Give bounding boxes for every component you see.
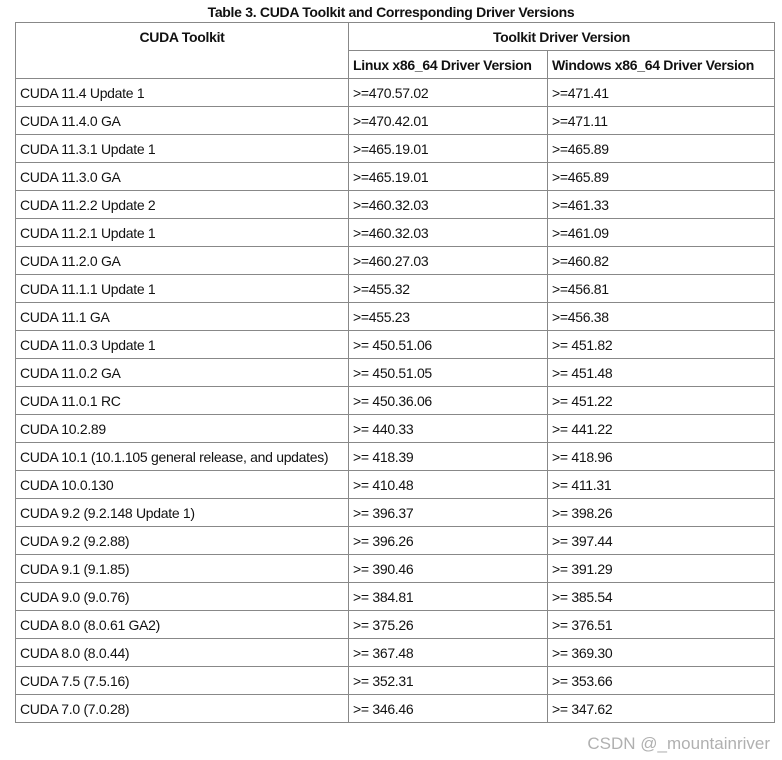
windows-driver-cell: >= 385.54: [548, 583, 775, 611]
linux-driver-cell: >= 450.51.06: [349, 331, 548, 359]
table-row: [16, 107, 775, 135]
table-row: [16, 163, 775, 191]
windows-driver-cell: >= 451.48: [548, 359, 775, 387]
linux-driver-cell: >= 440.33: [349, 415, 548, 443]
table-row: [16, 247, 775, 275]
table-row: [16, 415, 775, 443]
windows-driver-cell: >= 418.96: [548, 443, 775, 471]
windows-driver-cell: >= 451.82: [548, 331, 775, 359]
toolkit-cell: CUDA 11.1.1 Update 1: [16, 275, 349, 303]
linux-driver-cell: >=460.32.03: [349, 191, 548, 219]
windows-driver-cell: >=456.38: [548, 303, 775, 331]
linux-driver-cell: >= 390.46: [349, 555, 548, 583]
driver-version-table: [15, 22, 775, 723]
table-row: [16, 695, 775, 723]
toolkit-cell: CUDA 11.2.1 Update 1: [16, 219, 349, 247]
toolkit-cell: CUDA 10.2.89: [16, 415, 349, 443]
windows-driver-cell: >= 411.31: [548, 471, 775, 499]
toolkit-cell: CUDA 9.1 (9.1.85): [16, 555, 349, 583]
windows-driver-cell: >= 369.30: [548, 639, 775, 667]
linux-driver-cell: >= 346.46: [349, 695, 548, 723]
linux-driver-cell: >=455.23: [349, 303, 548, 331]
windows-driver-cell: >= 376.51: [548, 611, 775, 639]
table-row: [16, 275, 775, 303]
linux-driver-cell: >=465.19.01: [349, 163, 548, 191]
windows-driver-cell: >=465.89: [548, 135, 775, 163]
toolkit-cell: CUDA 11.0.2 GA: [16, 359, 349, 387]
table-row: [16, 443, 775, 471]
linux-driver-cell: >= 367.48: [349, 639, 548, 667]
table-row: [16, 611, 775, 639]
windows-driver-cell: >= 353.66: [548, 667, 775, 695]
windows-driver-cell: >=461.33: [548, 191, 775, 219]
linux-driver-cell: >=465.19.01: [349, 135, 548, 163]
table-row: [16, 135, 775, 163]
linux-driver-cell: >= 396.26: [349, 527, 548, 555]
watermark: CSDN @_mountainriver: [587, 734, 770, 753]
linux-driver-cell: >= 384.81: [349, 583, 548, 611]
header-cuda-toolkit: CUDA Toolkit: [16, 23, 349, 79]
windows-driver-cell: >= 451.22: [548, 387, 775, 415]
table-row: [16, 583, 775, 611]
table-row: [16, 667, 775, 695]
toolkit-cell: CUDA 7.5 (7.5.16): [16, 667, 349, 695]
header-linux: Linux x86_64 Driver Version: [349, 51, 548, 79]
linux-driver-cell: >= 352.31: [349, 667, 548, 695]
windows-driver-cell: >=465.89: [548, 163, 775, 191]
table-caption: Table 3. CUDA Toolkit and Corresponding Driver Versions: [207, 4, 575, 20]
toolkit-cell: CUDA 11.0.1 RC: [16, 387, 349, 415]
table-row: [16, 359, 775, 387]
toolkit-cell: CUDA 9.0 (9.0.76): [16, 583, 349, 611]
toolkit-cell: CUDA 10.0.130: [16, 471, 349, 499]
windows-driver-cell: >= 441.22: [548, 415, 775, 443]
linux-driver-cell: >=470.42.01: [349, 107, 548, 135]
table-row: [16, 191, 775, 219]
table-row: [16, 499, 775, 527]
table-row: [16, 303, 775, 331]
linux-driver-cell: >= 450.51.05: [349, 359, 548, 387]
windows-driver-cell: >=471.11: [548, 107, 775, 135]
linux-driver-cell: >=470.57.02: [349, 79, 548, 107]
header-toolkit-driver-version: Toolkit Driver Version: [349, 23, 775, 51]
linux-driver-cell: >= 410.48: [349, 471, 548, 499]
toolkit-cell: CUDA 7.0 (7.0.28): [16, 695, 349, 723]
windows-driver-cell: >= 397.44: [548, 527, 775, 555]
windows-driver-cell: >=471.41: [548, 79, 775, 107]
table-row: [16, 387, 775, 415]
toolkit-cell: CUDA 11.3.0 GA: [16, 163, 349, 191]
toolkit-cell: CUDA 8.0 (8.0.61 GA2): [16, 611, 349, 639]
table-row: [16, 527, 775, 555]
toolkit-cell: CUDA 11.4 Update 1: [16, 79, 349, 107]
linux-driver-cell: >= 396.37: [349, 499, 548, 527]
table-row: [16, 555, 775, 583]
toolkit-cell: CUDA 8.0 (8.0.44): [16, 639, 349, 667]
linux-driver-cell: >=455.32: [349, 275, 548, 303]
windows-driver-cell: >= 391.29: [548, 555, 775, 583]
table-row: [16, 219, 775, 247]
table-row: [16, 471, 775, 499]
toolkit-cell: CUDA 11.0.3 Update 1: [16, 331, 349, 359]
toolkit-cell: CUDA 11.2.2 Update 2: [16, 191, 349, 219]
toolkit-cell: CUDA 9.2 (9.2.148 Update 1): [16, 499, 349, 527]
windows-driver-cell: >= 398.26: [548, 499, 775, 527]
linux-driver-cell: >= 418.39: [349, 443, 548, 471]
toolkit-cell: CUDA 11.1 GA: [16, 303, 349, 331]
header-windows: Windows x86_64 Driver Version: [548, 51, 775, 79]
table-row: [16, 331, 775, 359]
toolkit-cell: CUDA 11.4.0 GA: [16, 107, 349, 135]
linux-driver-cell: >=460.27.03: [349, 247, 548, 275]
table-row: [16, 79, 775, 107]
linux-driver-cell: >=460.32.03: [349, 219, 548, 247]
linux-driver-cell: >= 450.36.06: [349, 387, 548, 415]
windows-driver-cell: >=461.09: [548, 219, 775, 247]
toolkit-cell: CUDA 11.2.0 GA: [16, 247, 349, 275]
toolkit-cell: CUDA 10.1 (10.1.105 general release, and updates): [16, 443, 349, 471]
windows-driver-cell: >=456.81: [548, 275, 775, 303]
toolkit-cell: CUDA 11.3.1 Update 1: [16, 135, 349, 163]
windows-driver-cell: >=460.82: [548, 247, 775, 275]
linux-driver-cell: >= 375.26: [349, 611, 548, 639]
table-row: [16, 639, 775, 667]
windows-driver-cell: >= 347.62: [548, 695, 775, 723]
toolkit-cell: CUDA 9.2 (9.2.88): [16, 527, 349, 555]
